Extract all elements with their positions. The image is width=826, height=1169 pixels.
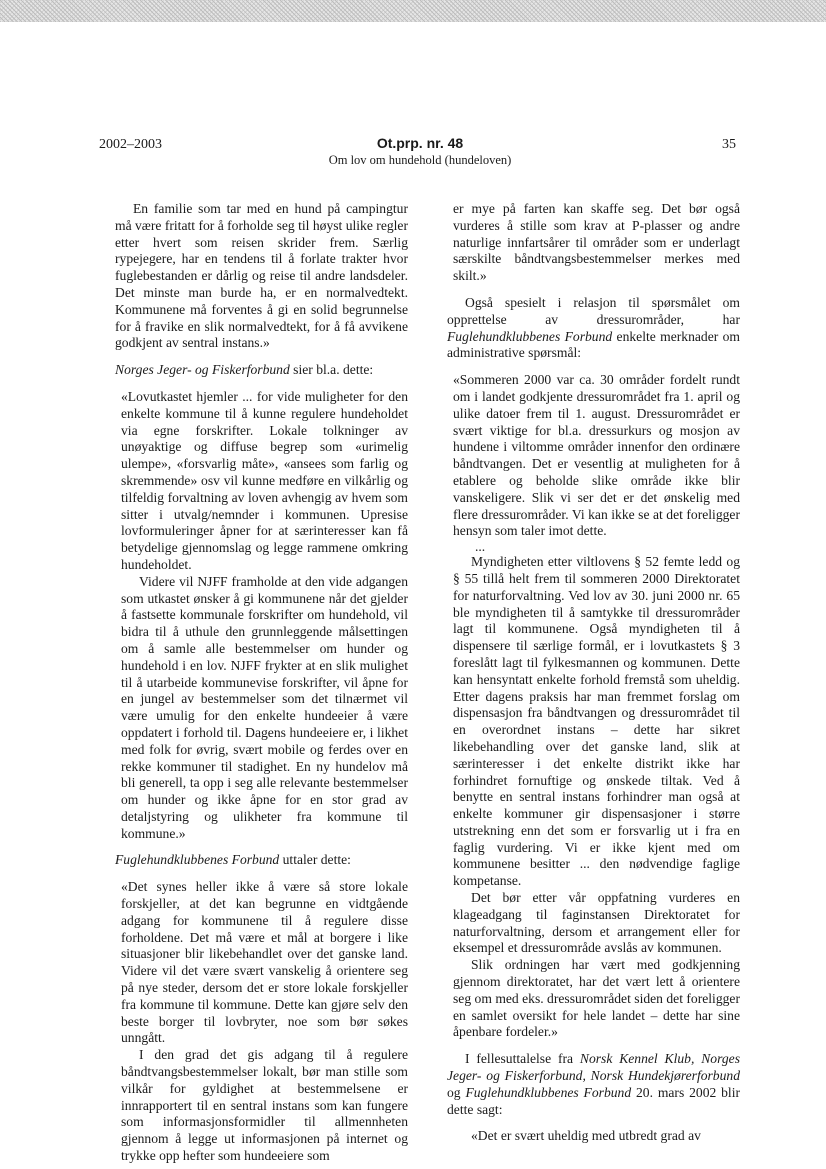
text-run: uttaler dette: — [279, 852, 351, 868]
paragraph — [115, 362, 408, 379]
text-run: I fellesuttalelse fra — [465, 1051, 580, 1067]
quote-paragraph: I den grad det gis adgang til å regulere båndtvangsbestemmelser lokalt, bør man stille som vilkår for gyldighet at bestemmelsene er innrapportert til en sentral instans som kan fungere som informasjonsformidler til allmennheten gjennom å legge ut informasjonen på internet og trykke opp hefter som hundeeiere som — [121, 1047, 408, 1164]
quote-paragraph: Videre vil NJFF framholde at den vide adgangen som utkastet ønsker å gi kommunene når det gjelder å fastsette kommunale forskrifter om hundehold, vil bidra til å uthule den grunnleggende målsettingen om å samle alle bestemmelser om hunder og hundehold i en lov. NJFF frykter at en slik mulighet til å utarbeide kommunevise forskrifter, vil åpne for en jungel av bestemmelser som det tilnærmet vil være umulig for den enkelte hundeeier å være oppdatert i forhold til. Dagens hundeeiere er, i likhet med folk for øvrig, svært mobile og ferdes over en rekke kommuner til stadighet. En ny hundelov må bli generell, ta opp i seg alle relevante bestemmelser om hunder og ikke åpne for en stor grad av detaljstyring og ulikheter fra kommune til kommune.» — [121, 573, 408, 841]
quote-paragraph: er mye på farten kan skaffe seg. Det bør også vurderes å stille som krav at P-plasser og andre naturlige innfartsårer til områder som er underlagt særskilte båndtvangsbestemmelser merkes med skilt.» — [453, 201, 740, 284]
text-run: Også spesielt i relasjon til spørsmålet om opprettelse av dressurområder, har — [447, 294, 740, 327]
scan-edge-strip — [0, 0, 826, 22]
quote-paragraph: «Lovutkastet hjemler ... for vide muligheter for den enkelte kommune til å kunne regulere hundeholdet via egne forskrifter. Lokale tolkninger av unøyaktige og diffuse begrep som «urimelig ulempe», «forsvarlig måte», «ansees som farlig og skremmende» osv vil kunne medføre en vilkårlig og tilfeldig forvaltning av loven avhengig av hvem som sitter i utvalg/nemnder i kommunen. Upresise lovformuleringer åpner for at særinteresser kan få betydelige gjennomslag og legge rammene omkring hundeholdet. — [121, 388, 408, 572]
organization-name: Norges Jeger- og Fiskerforbund — [115, 362, 290, 378]
document-title: Ot.prp. nr. 48 — [376, 135, 464, 151]
quote-paragraph: Myndigheten etter viltlovens § 52 femte ledd og § 55 tillå helt frem til sommeren 2000 Direktoratet for naturforvaltning. Ved lov av 30. juni 2000 nr. 65 ble myndigheten til å samtykke til dressurområder lagt til kommunene. Også myndigheten til å dispensere til særlige formål, er i lovutkastets § 3 foreslått lagt til fylkesmannen og kommunen. Dette kan hensyntatt enkelte forhold fremstå som uheldig. Etter dagens praksis har man fremmet forslag om dispensasjon fra båndtvangen og dressurområdet til en overordnet instans – dette har sikret likebehandling over det ganske land, slik at særinteresser i det enkelte distrikt ikke har forhindret fornuftige og ønskede tiltak. Ved å benytte en sentral instans forhindrer man også at enkelte kommuner gir dispensasjoner i større utstrekning enn det som er forsvarlig ut i fra en faglig vurdering. Vi er ikke kjent med om kommunene besitter ... den nødvendige faglige kompetanse. — [453, 554, 740, 889]
organization-names: Norsk Kennel Klub, Norges Jeger- og Fiskerforbund, Norsk Hundekjørerforbund — [447, 1051, 740, 1084]
right-column — [447, 201, 740, 1145]
paragraph — [115, 852, 408, 869]
paragraph: En familie som tar med en hund på campingtur må være fritatt for å forholde seg til høyst ulike regler etter hvert som reisen skrider frem. Særlig rypejegere, har en tendens til å forlate trakter hvor fuglebestanden er dårlig og reise til andre landsdeler. Det minste man burde ha, er en normalvedtekt. Kommunene må forventes å gi en solid begrunnelse for å fravike en slik normalvedtekt, for å få avvikene godkjent av sentral instans.» — [115, 201, 408, 351]
running-header — [270, 135, 570, 168]
paragraph — [447, 295, 740, 362]
paragraph — [447, 1051, 740, 1118]
organization-name: Fuglehundklubbenes Forbund — [447, 328, 613, 344]
organization-name: Fuglehundklubbenes Forbund — [465, 1084, 632, 1100]
document-subtitle: Om lov om hundehold (hundeloven) — [328, 153, 512, 167]
page-number: 35 — [722, 137, 736, 152]
quote-paragraph: «Sommeren 2000 var ca. 30 områder fordelt rundt om i landet godkjente dressurområdet fra 1. april og ulike datoer frem til 1. august. Dressurområdet er svært viktige for bl.a. dressurkurs og mosjon av hundene i viltomme områder innenfor den ordinære båndtvangen. Det er vesentlig at muligheten for å etablere og beholde slike område ikke blir vanskeligere. Slik vi ser det er det ønskelig med flere dressurområder. Vi kan ikke se at det foreligger hensyn som taler imot dette. — [453, 372, 740, 539]
quote-paragraph: Det bør etter vår oppfatning vurderes en klageadgang til faginstansen Direktoratet for naturforvaltning, dersom et arrangement eller for eksempel et dressurområde avslås av kommunen. — [453, 890, 740, 956]
left-column — [115, 201, 408, 1165]
quote-paragraph: «Det synes heller ikke å være så store lokale forskjeller, at det kan begrunne en vidtgående adgang for kommunene til å regulere disse forholdene. Det må være et mål at borgere i like situasjoner blir likebehandlet over det ganske land. Videre vil det være svært vanskelig å orientere seg på nye steder, dersom det er store lokale forskjeller fra kommune til kommune. Dette kan gjøre selv den beste borger til lovbryter, noe som bør søkes unngått. — [121, 879, 408, 1046]
text-run: og — [447, 1084, 466, 1100]
text-run: enkelte merknader om administrative spørsmål: — [447, 328, 740, 361]
session-years: 2002–2003 — [99, 137, 162, 152]
quote-paragraph: «Det er svært uheldig med utbredt grad av — [471, 1128, 701, 1144]
text-run: 20. mars 2002 blir dette sagt: — [447, 1084, 741, 1117]
omission-mark: ... — [475, 539, 486, 555]
organization-name: Fuglehundklubbenes Forbund — [115, 852, 280, 868]
quote-paragraph: Slik ordningen har vært med godkjenning gjennom direktoratet, har det vært lett å orientere seg om med eks. dressurområdet siden det foreligger en samlet oversikt for hele landet – dette har sine åpenbare fordeler.» — [453, 957, 740, 1040]
text-run: sier bl.a. dette: — [289, 362, 374, 378]
